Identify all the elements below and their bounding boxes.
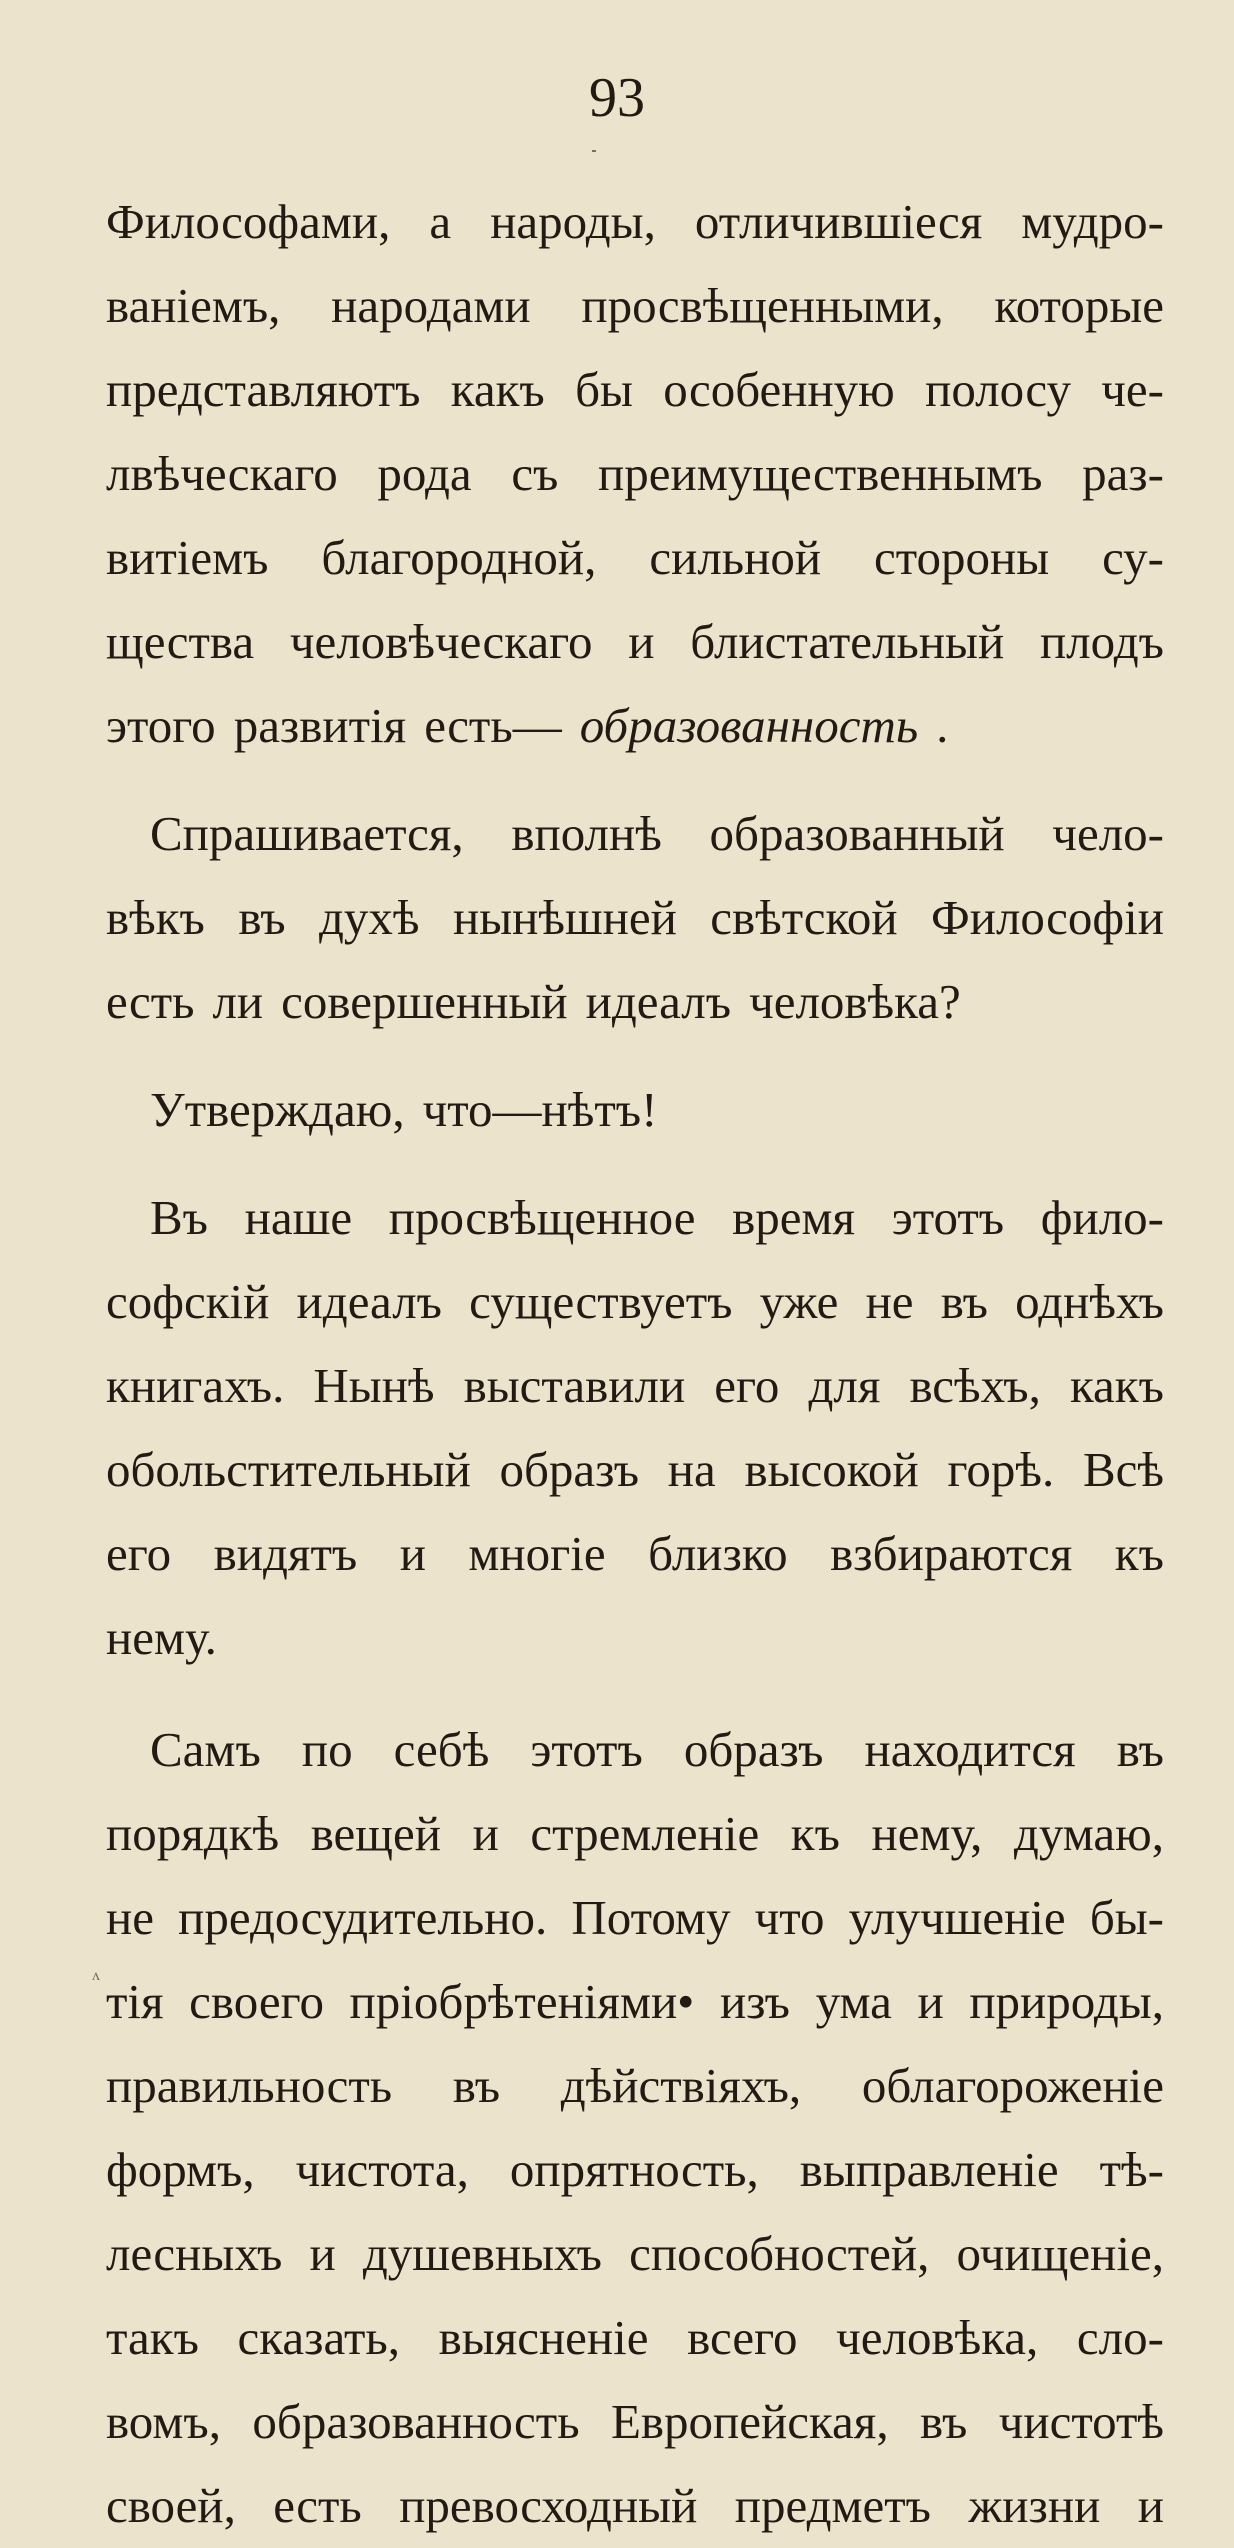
word: всѣхъ, [909, 1358, 1041, 1413]
word: что [754, 1890, 825, 1945]
word: представляютъ [106, 362, 421, 417]
emphasized-term: образованность [579, 698, 919, 753]
page-number: 93 [589, 67, 645, 129]
word: ваніемъ, [106, 278, 281, 333]
word: наше [244, 1190, 353, 1245]
word: свѣтской [710, 890, 898, 945]
text-line [106, 180, 1164, 264]
word: въ [1116, 1722, 1164, 1777]
word: видятъ [213, 1526, 358, 1581]
word: Всѣ [1082, 1442, 1164, 1497]
word: сло- [1076, 2310, 1164, 2365]
text-line [106, 2128, 1164, 2212]
word: Спрашивается, [150, 806, 464, 861]
text-line [106, 348, 1164, 432]
word: лесныхъ [106, 2226, 283, 2281]
word: нему. [106, 1610, 217, 1665]
word: Философіи [931, 890, 1164, 945]
text-line [106, 264, 1164, 348]
word: книгахъ. [106, 1358, 285, 1413]
word: изъ [719, 1974, 791, 2029]
word: и [917, 1974, 944, 2029]
word: выясненіе [438, 2310, 649, 2365]
word: формъ, [106, 2142, 255, 2197]
word: очищеніе, [956, 2226, 1164, 2281]
word: предосудительно. [178, 1890, 548, 1945]
word: превосходный [399, 2478, 698, 2533]
word: вещей [310, 1806, 441, 1861]
word: Нынѣ [313, 1358, 435, 1413]
word: нынѣшней [452, 890, 677, 945]
word: Въ [150, 1190, 209, 1245]
word: въ [452, 2058, 501, 2113]
word: по [301, 1722, 353, 1777]
word: его [106, 1526, 172, 1581]
text-line [106, 1708, 1164, 1792]
word: пріобрѣтеніями• [349, 1974, 695, 2029]
word: улучшеніе [848, 1890, 1066, 1945]
word: думаю, [1013, 1806, 1164, 1861]
word: и [628, 614, 655, 669]
word: идеалъ [585, 974, 732, 1029]
word: жизни [968, 2478, 1101, 2533]
word: стремленіе [530, 1806, 760, 1861]
word: сильной [649, 530, 822, 585]
text-line [106, 1960, 1164, 2044]
word: его [714, 1358, 780, 1413]
text-line [106, 1876, 1164, 1960]
text-line [106, 600, 1164, 684]
word: ли [212, 974, 264, 1029]
word: не [865, 1274, 914, 1329]
text-line [106, 2380, 1164, 2464]
word: не [106, 1890, 154, 1945]
word: есть— [424, 698, 562, 753]
text-line [106, 1068, 1164, 1152]
word: время [732, 1190, 856, 1245]
word: особенную [663, 362, 895, 417]
word: горѣ. [947, 1442, 1055, 1497]
word: какъ [450, 362, 545, 417]
word: которые [994, 278, 1164, 333]
word: вполнѣ [511, 806, 662, 861]
word: бы- [1089, 1890, 1164, 1945]
word: своей, [106, 2478, 236, 2533]
word: просвѣщенное [388, 1190, 696, 1245]
word: софскій [106, 1274, 270, 1329]
word: Утверждаю, [150, 1082, 405, 1137]
word: плодъ [1039, 614, 1164, 669]
text-line [106, 2044, 1164, 2128]
word: въ [238, 890, 286, 945]
word: просвѣщенными, [581, 278, 944, 333]
word: а [429, 194, 452, 249]
word: на [667, 1442, 716, 1497]
word: своего [189, 1974, 324, 2029]
word: облагороженіе [861, 2058, 1164, 2113]
word: чело- [1052, 806, 1164, 861]
word: такъ [106, 2310, 199, 2365]
word: и [399, 1526, 426, 1581]
word: къ [790, 1806, 840, 1861]
text-line [106, 2212, 1164, 2296]
word: порядкѣ [106, 1806, 280, 1861]
word: образъ [683, 1722, 824, 1777]
word: ума [815, 1974, 892, 2029]
word: въ [940, 1274, 988, 1329]
word: однѣхъ [1015, 1274, 1164, 1329]
word: идеалъ [296, 1274, 443, 1329]
word: какъ [1069, 1358, 1164, 1413]
word: вѣкъ [106, 890, 205, 945]
word: существуетъ [469, 1274, 733, 1329]
word: преимущественнымъ [598, 446, 1043, 501]
word: находится [864, 1722, 1076, 1777]
word: природы, [969, 1974, 1164, 2029]
word: способностей, [629, 2226, 930, 2281]
text-line [106, 2464, 1164, 2548]
word: въ [920, 2394, 968, 2449]
word: Философами, [106, 194, 391, 249]
word: витіемъ [106, 530, 269, 585]
text-line [106, 792, 1164, 876]
word: человѣческаго [289, 614, 593, 669]
word: этотъ [530, 1722, 643, 1777]
word: Европейская, [610, 2394, 889, 2449]
word: и [309, 2226, 336, 2281]
word: раз- [1082, 446, 1164, 501]
text-line [106, 1512, 1164, 1596]
word: и [1137, 2478, 1164, 2533]
word: су- [1102, 530, 1164, 585]
word: сказать, [237, 2310, 400, 2365]
text-line [106, 432, 1164, 516]
body-text [106, 180, 1164, 2548]
text-line [106, 1428, 1164, 1512]
word: образованный [709, 806, 1005, 861]
word: взбираются [830, 1526, 1073, 1581]
text-line [106, 876, 1164, 960]
word: развитія [233, 698, 407, 753]
word: Потому [571, 1890, 731, 1945]
word: благородной [321, 530, 585, 585]
word: щества [106, 614, 255, 669]
word: чистота, [295, 2142, 469, 2197]
word: предметъ [734, 2478, 932, 2533]
word: тѣ- [1099, 2142, 1164, 2197]
word: для [808, 1358, 881, 1413]
word: есть [106, 974, 195, 1029]
word: лвѣческаго [106, 446, 338, 501]
word: . [936, 698, 949, 753]
word: и [472, 1806, 499, 1861]
word: есть [273, 2478, 362, 2533]
text-line [106, 1792, 1164, 1876]
word: выправленіе [799, 2142, 1059, 2197]
word: мудро- [1021, 194, 1164, 249]
word: человѣка, [836, 2310, 1039, 2365]
word: бы [575, 362, 633, 417]
text-line [106, 684, 1164, 768]
text-line [106, 1260, 1164, 1344]
word: че- [1101, 362, 1164, 417]
word: выставили [463, 1358, 686, 1413]
word: дѣйствіяхъ, [560, 2058, 802, 2113]
margin-mark: ʌ [92, 1967, 100, 1984]
text-line [106, 1176, 1164, 1260]
text-line [106, 516, 1164, 600]
word: что—нѣтъ! [422, 1082, 658, 1137]
text-line [106, 1344, 1164, 1428]
word: народы, [490, 194, 656, 249]
word: нему, [871, 1806, 983, 1861]
word: совершенный [281, 974, 568, 1029]
word: съ [511, 446, 559, 501]
word: человѣка? [749, 974, 961, 1029]
word: стороны [873, 530, 1050, 585]
word: рода [377, 446, 472, 501]
word: себѣ [393, 1722, 490, 1777]
word: обольстительный [106, 1442, 471, 1497]
word: всего [687, 2310, 798, 2365]
word: вомъ, [106, 2394, 221, 2449]
word: , [584, 530, 597, 585]
word: образъ [499, 1442, 640, 1497]
text-line [106, 1596, 1164, 1680]
word: отличившіеся [694, 194, 983, 249]
word: блистательный [690, 614, 1005, 669]
word: правильность [106, 2058, 393, 2113]
word: Самъ [150, 1722, 261, 1777]
text-line [106, 960, 1164, 1044]
word: образованность [252, 2394, 580, 2449]
word: народами [331, 278, 531, 333]
word: многіе [468, 1526, 606, 1581]
word: уже [759, 1274, 839, 1329]
print-speck [592, 150, 596, 152]
word: полосу [925, 362, 1071, 417]
word: тія [106, 1974, 164, 2029]
word: духѣ [319, 890, 420, 945]
word: этотъ [891, 1190, 1005, 1245]
word: опрятность, [509, 2142, 759, 2197]
word: къ [1114, 1526, 1164, 1581]
word: чистотѣ [998, 2394, 1164, 2449]
word: фило- [1040, 1190, 1164, 1245]
word: этого [106, 698, 216, 753]
word: высокой [744, 1442, 919, 1497]
word: душевныхъ [362, 2226, 603, 2281]
text-line [106, 2296, 1164, 2380]
word: близко [648, 1526, 788, 1581]
